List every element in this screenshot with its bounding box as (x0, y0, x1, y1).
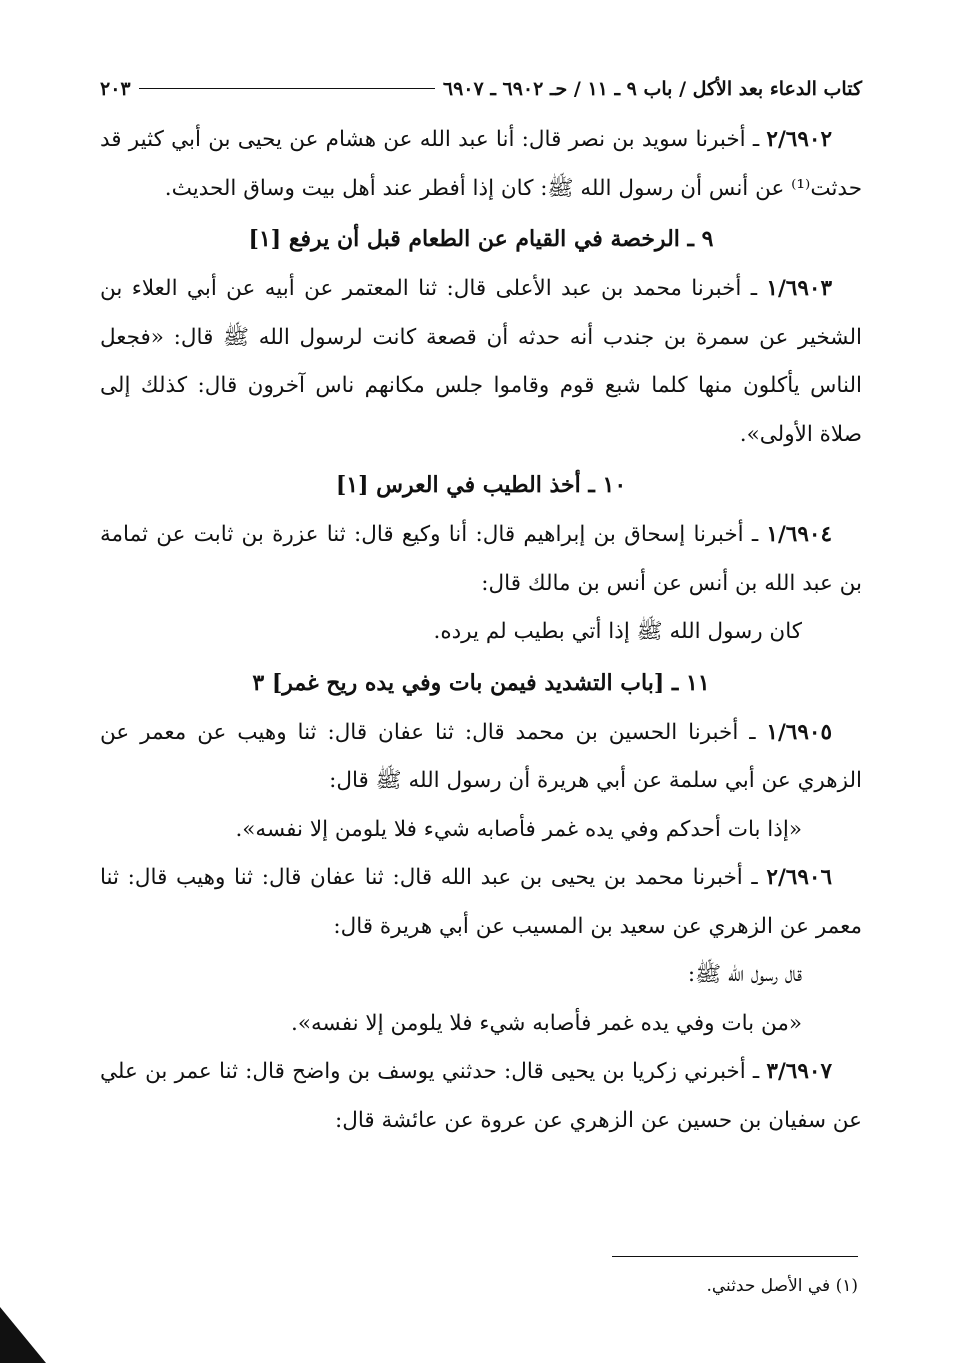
hadith-6906-matn: «من بات وفي يده غمر فأصابه شيء فلا يلومن إلا نفسه». (291, 1010, 802, 1036)
page-body (100, 72, 862, 1145)
page-corner-mark (0, 1307, 46, 1363)
hadith-number: ١/٦٩٠٤ (766, 522, 832, 547)
hadith-text: ـ أخبرنا إسحاق بن إبراهيم قال: أنا وكيع قال: ثنا عزرة بن ثابت عن ثمامة بن عبد الله بن أنس عن أنس بن مالك قال: (100, 522, 862, 596)
hadith-6907 (100, 1048, 862, 1145)
chapter-heading-11: ١١ ـ [باب التشديد فيمن بات وفي يده ريح غمر] ٣ (252, 669, 710, 696)
header-rule (139, 88, 435, 89)
hadith-number: ٢/٦٩٠٢ (766, 127, 832, 152)
chapter-heading-10: ١٠ ـ أخذ الطيب في العرس [١] (335, 472, 627, 498)
running-header (100, 72, 862, 106)
hadith-number: ١/٦٩٠٥ (766, 719, 832, 745)
chapter-heading-9: ٩ ـ الرخصة في القيام عن الطعام قبل أن يرفع [١] (248, 226, 714, 252)
hadith-6904-matn: كان رسول الله ﷺ إذا أتي بطيب لم يرده. (433, 619, 802, 644)
header-title: كتاب الدعاء بعد الأكل / باب ٩ ـ ١١ / حـ ٦٩٠٢ ـ ٦٩٠٧ (442, 78, 862, 100)
hadith-text: ـ أخبرنا محمد بن يحيى بن عبد الله قال: ثنا عفان قال: ثنا وهيب قال: ثنا معمر عن الزهري عن سعيد بن المسيب عن أبي هريرة قال: (100, 865, 862, 939)
hadith-6903 (100, 265, 862, 459)
page-number: ٢٠٣ (100, 78, 131, 100)
hadith-6906 (100, 854, 862, 951)
hadith-text: ـ أخبرنا سويد بن نصر قال: أنا عبد الله عن هشام عن يحيى بن أبي كثير قد حدثت⁽¹⁾ عن أنس أن رسول الله ﷺ: كان إذا أفطر عند أهل بيت وساق الحديث. (100, 127, 862, 201)
hadith-text: ـ أخبرني زكريا بن يحيى قال: حدثني يوسف بن واضح قال: ثنا عمر بن علي عن سفيان بن حسين عن الزهري عن عروة عن عائشة قال: (100, 1059, 862, 1133)
hadith-6906-intro: قال رسول الله ﷺ: (687, 962, 802, 987)
hadith-number: ٢/٦٩٠٦ (766, 865, 832, 890)
hadith-text: ـ أخبرنا محمد بن عبد الأعلى قال: ثنا المعتمر عن أبيه عن أبي العلاء بن الشخير عن سمرة بن جندب أنه حدثه أن قصعة كانت لرسول الله ﷺ قال: «فجعل الناس يأكلون منها كلما شبع قوم وقاموا جلس مكانهم ناس آخرون قال: كذلك إلى صلاة الأولى». (100, 276, 862, 447)
hadith-number: ٣/٦٩٠٧ (766, 1059, 832, 1084)
hadith-6904 (100, 511, 862, 608)
footnote-rule (612, 1256, 858, 1257)
hadith-text: ـ أخبرنا الحسين بن محمد قال: ثنا عفان قال: ثنا وهيب عن معمر عن الزهري عن أبي سلمة عن أبي هريرة أن رسول الله ﷺ قال: (100, 719, 862, 793)
hadith-6905 (100, 709, 862, 806)
footnote: (١) في الأصل حدثني. (706, 1276, 858, 1296)
hadith-6905-matn: «إذا بات أحدكم وفي يده غمر فأصابه شيء فلا يلومن إلا نفسه». (235, 816, 802, 842)
hadith-number: ١/٦٩٠٣ (766, 276, 832, 301)
hadith-6902 (100, 116, 862, 213)
